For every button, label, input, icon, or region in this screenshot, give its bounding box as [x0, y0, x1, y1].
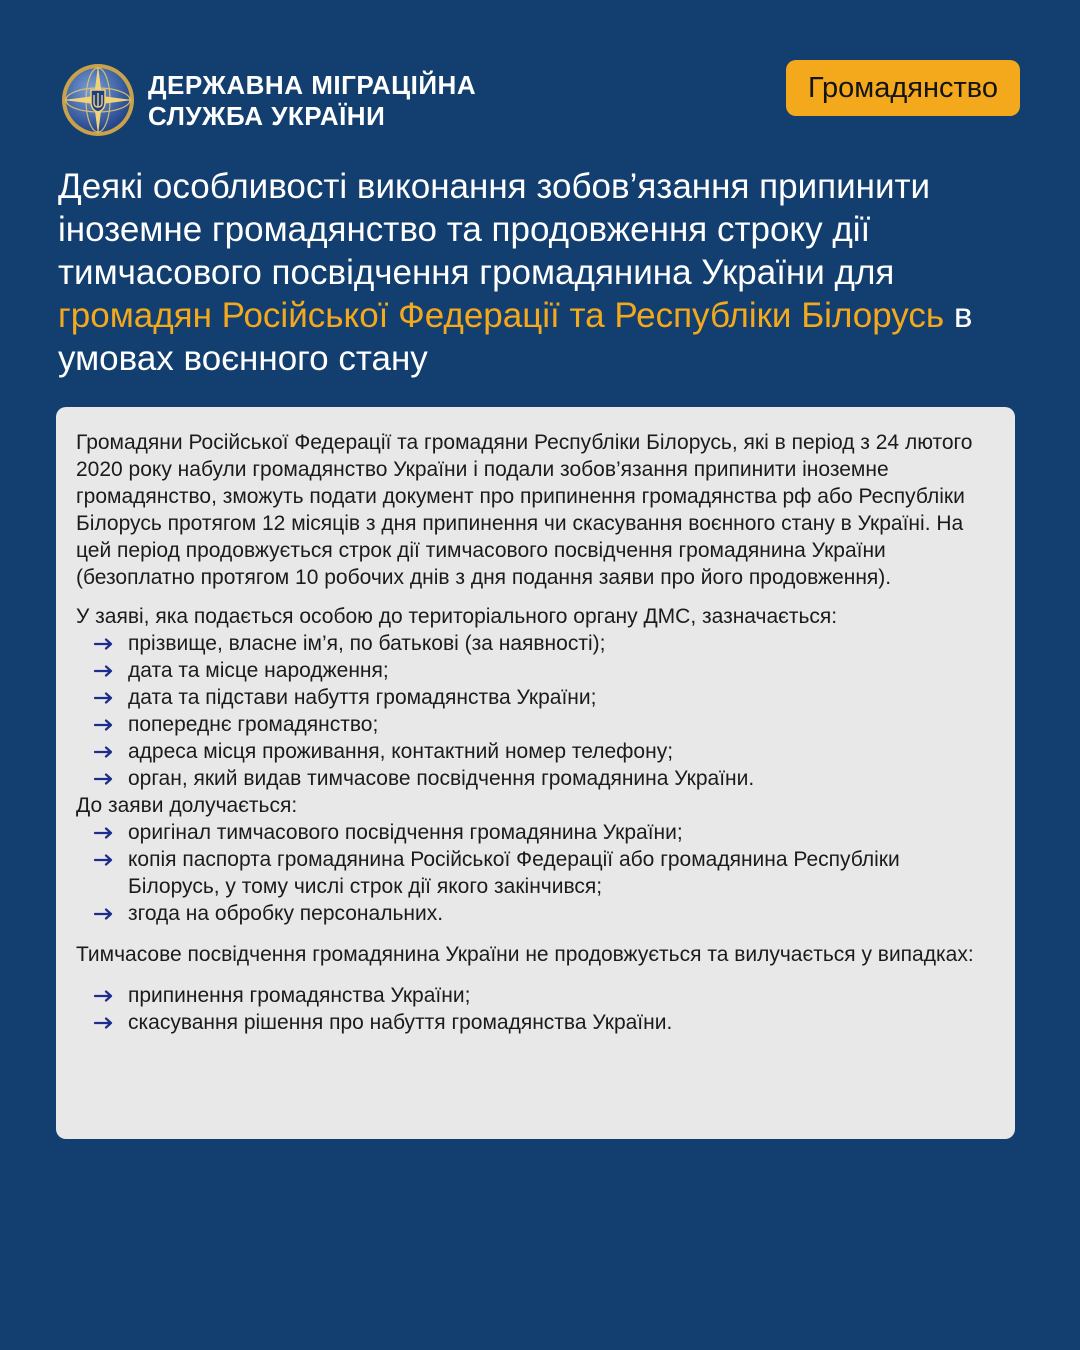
arrow-right-icon — [94, 854, 116, 866]
list-item: припинення громадянства України; — [94, 982, 991, 1009]
withdrawal-list — [76, 982, 991, 1036]
arrow-right-icon — [94, 773, 116, 785]
withdrawal-heading: Тимчасове посвідчення громадянина України не продовжується та вилучається у випадках: — [76, 943, 974, 966]
application-heading: У заяві, яка подається особою до територіального органу ДМС, зазначається: — [76, 605, 838, 628]
organization-name-line2: СЛУЖБА УКРАЇНИ — [148, 101, 386, 131]
organization-name — [148, 70, 476, 132]
arrow-right-icon — [94, 908, 116, 920]
dms-emblem-icon — [60, 62, 136, 138]
arrow-right-icon — [94, 719, 116, 731]
title-highlight: громадян Російської Федерації та Республіки Білорусь — [58, 296, 945, 335]
list-item: дата та місце народження; — [94, 657, 991, 684]
list-item: попереднє громадянство; — [94, 711, 991, 738]
organization-name-line1: ДЕРЖАВНА МІГРАЦІЙНА — [148, 70, 477, 100]
category-badge: Громадянство — [786, 60, 1020, 116]
page-title — [58, 165, 1018, 380]
header — [60, 60, 1020, 140]
title-part2: в умовах воєнного стану — [58, 296, 973, 378]
arrow-right-icon — [94, 1017, 116, 1029]
arrow-right-icon — [94, 692, 116, 704]
arrow-right-icon — [94, 827, 116, 839]
list-item: скасування рішення про набуття громадянства України. — [94, 1009, 991, 1036]
list-item: дата та підстави набуття громадянства України; — [94, 684, 991, 711]
list-item: згода на обробку персональних. — [94, 900, 991, 927]
list-item: прізвище, власне ім’я, по батькові (за наявності); — [94, 630, 991, 657]
application-list — [76, 630, 991, 792]
content-card — [56, 407, 1015, 1139]
arrow-right-icon — [94, 990, 116, 1002]
list-item: орган, який видав тимчасове посвідчення громадянина України. — [94, 765, 991, 792]
title-part1: Деякі особливості виконання зобов’язання припинити іноземне громадянство та продовження строку дії тимчасового посвідчення громадянина України для — [58, 167, 931, 292]
arrow-right-icon — [94, 665, 116, 677]
list-item: адреса місця проживання, контактний номер телефону; — [94, 738, 991, 765]
arrow-right-icon — [94, 746, 116, 758]
attached-list — [76, 819, 991, 927]
intro-paragraph: Громадяни Російської Федерації та громадяни Республіки Білорусь, які в період з 24 лютого 2020 року набули громадянство України і подали зобов’язання припинити іноземне громадянство, зможуть подати документ про припинення громадянства рф або Республіки Білорусь протягом 12 місяців з дня припинення чи скасування воєнного стану в Україні. На цей період продовжується строк дії тимчасового посвідчення громадянина України (безоплатно протягом 10 робочих днів з дня подання заяви про його продовження). — [76, 431, 973, 589]
list-item: копія паспорта громадянина Російської Федерації або громадянина Республіки Білорусь, у тому числі строк дії якого закінчився; — [94, 846, 991, 900]
attached-heading: До заяви долучається: — [76, 794, 298, 817]
list-item: оригінал тимчасового посвідчення громадянина України; — [94, 819, 991, 846]
arrow-right-icon — [94, 638, 116, 650]
